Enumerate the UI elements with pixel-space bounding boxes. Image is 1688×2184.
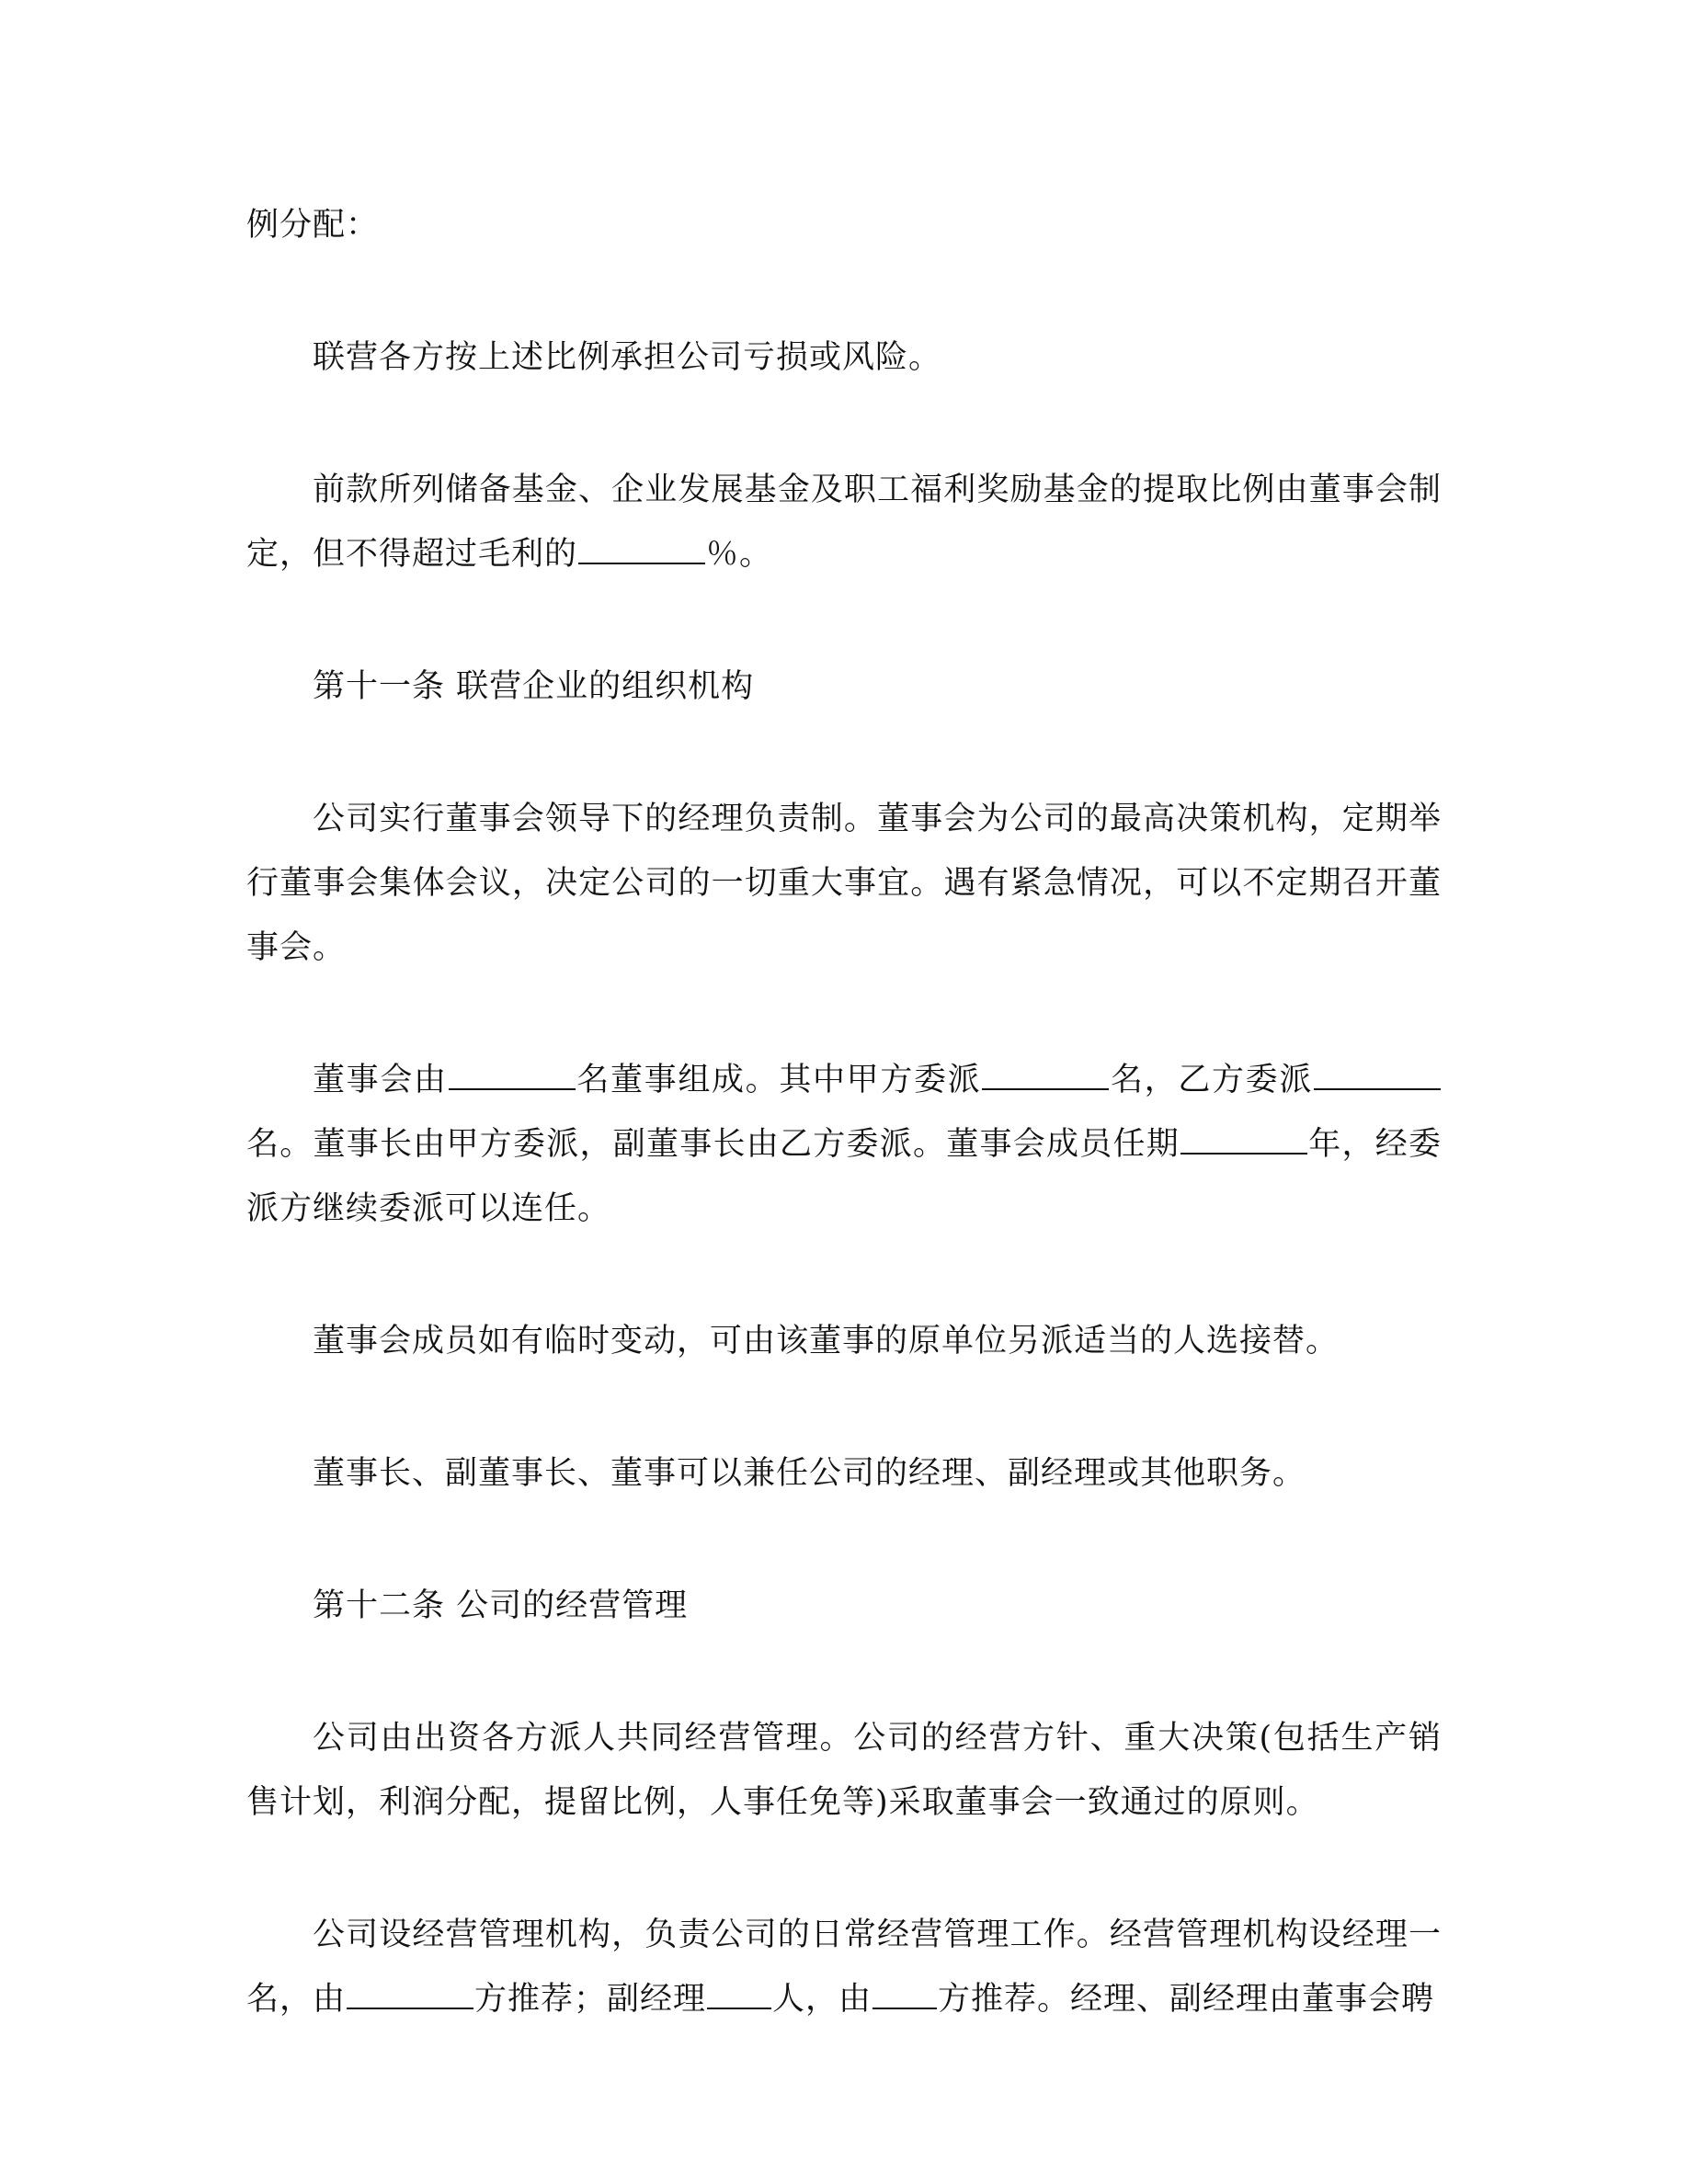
document-body bbox=[246, 193, 1442, 2099]
blank-deputy-manager-count bbox=[707, 1980, 771, 2009]
paragraph-loss-sharing: 联营各方按上述比例承担公司亏损或风险。 bbox=[313, 339, 942, 376]
paragraph-profit-allocation-tail: 例分配： bbox=[246, 207, 380, 244]
blank-gross-profit-percent bbox=[578, 535, 705, 564]
paragraph-board-composition: 董事会由 名董事组成。其中甲方委派 名，乙方委派名。董事长由甲方委派，副董事长由乙方委派。董事会成员任期 年，经委派方继续委派可以连任。 bbox=[246, 1062, 1442, 1227]
paragraph-board-changes: 董事会成员如有临时变动，可由该董事的原单位另派适当的人选接替。 bbox=[313, 1323, 1340, 1359]
paragraph-concurrent-posts: 董事长、副董事长、董事可以兼任公司的经理、副经理或其他职务。 bbox=[313, 1455, 1306, 1492]
blank-deputy-nominating-party bbox=[873, 1980, 937, 2009]
article-11-heading: 第十一条 联营企业的组织机构 bbox=[313, 668, 755, 705]
article-12-heading: 第十二条 公司的经营管理 bbox=[313, 1587, 689, 1624]
blank-manager-nominating-party bbox=[347, 1980, 473, 2009]
blank-board-term bbox=[1180, 1125, 1307, 1155]
blank-party-b-directors bbox=[1314, 1061, 1441, 1090]
blank-board-size bbox=[449, 1061, 576, 1090]
paragraph-board-system: 公司实行董事会领导下的经理负责制。董事会为公司的最高决策机构，定期举行董事会集体会议，决定公司的一切重大事宜。遇有紧急情况，可以不定期召开董事会。 bbox=[246, 801, 1442, 966]
paragraph-management-body: 公司设经营管理机构，负责公司的日常经营管理工作。经营管理机构设经理一名，由 方推荐；副经理 人，由 方推荐。经理、副经理由董事会聘 bbox=[246, 1917, 1442, 2018]
paragraph-joint-management: 公司由出资各方派人共同经营管理。公司的经营方针、重大决策(包括生产销售计划，利润分配，提留比例，人事任免等)采取董事会一致通过的原则。 bbox=[246, 1720, 1442, 1821]
blank-party-a-directors bbox=[982, 1061, 1109, 1090]
paragraph-fund-ratio: 前款所列储备基金、企业发展基金及职工福利奖励基金的提取比例由董事会制定，但不得超过毛利的 ％。 bbox=[246, 472, 1442, 573]
